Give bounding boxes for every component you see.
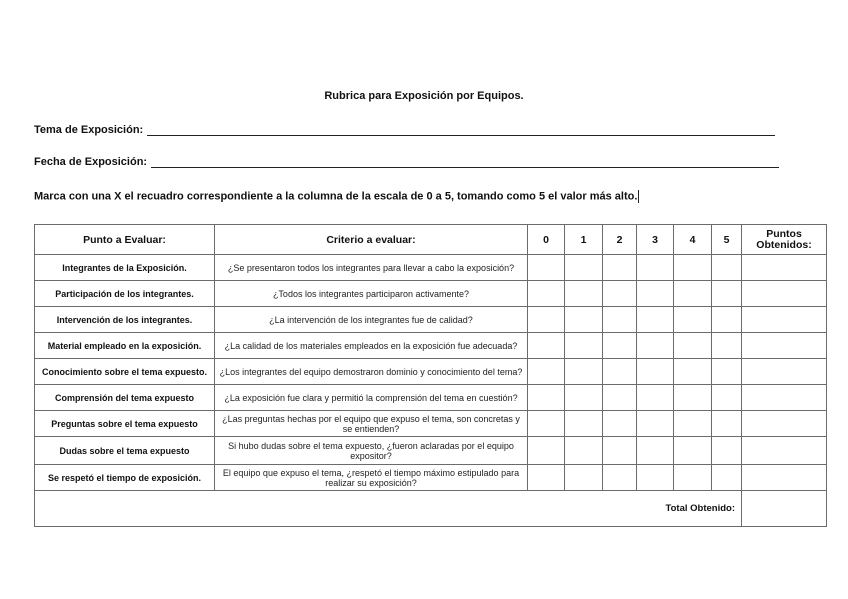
puntos-obtenidos-cell[interactable] bbox=[742, 411, 827, 437]
score-cell-0[interactable] bbox=[528, 385, 565, 411]
score-cell-3[interactable] bbox=[637, 465, 674, 491]
punto-cell: Integrantes de la Exposición. bbox=[35, 255, 215, 281]
header-punto: Punto a Evaluar: bbox=[35, 225, 215, 255]
header-scale-1: 1 bbox=[565, 225, 603, 255]
puntos-obtenidos-cell[interactable] bbox=[742, 437, 827, 465]
score-cell-3[interactable] bbox=[637, 359, 674, 385]
fecha-label: Fecha de Exposición: bbox=[34, 156, 148, 168]
criterio-cell: Si hubo dudas sobre el tema expuesto, ¿fueron aclaradas por el equipo expositor? bbox=[215, 437, 528, 465]
header-scale-3: 3 bbox=[637, 225, 674, 255]
score-cell-4[interactable] bbox=[674, 465, 712, 491]
header-row bbox=[35, 225, 827, 255]
score-cell-2[interactable] bbox=[603, 465, 637, 491]
rubric-row bbox=[35, 307, 827, 333]
score-cell-4[interactable] bbox=[674, 411, 712, 437]
score-cell-4[interactable] bbox=[674, 437, 712, 465]
score-cell-0[interactable] bbox=[528, 465, 565, 491]
text-cursor bbox=[638, 190, 639, 203]
score-cell-2[interactable] bbox=[603, 255, 637, 281]
score-cell-5[interactable] bbox=[712, 411, 742, 437]
tema-label: Tema de Exposición: bbox=[34, 124, 144, 136]
punto-cell: Participación de los integrantes. bbox=[35, 281, 215, 307]
score-cell-3[interactable] bbox=[637, 307, 674, 333]
score-cell-5[interactable] bbox=[712, 281, 742, 307]
rubric-row bbox=[35, 255, 827, 281]
punto-cell: Preguntas sobre el tema expuesto bbox=[35, 411, 215, 437]
punto-cell: Conocimiento sobre el tema expuesto. bbox=[35, 359, 215, 385]
puntos-obtenidos-cell[interactable] bbox=[742, 281, 827, 307]
score-cell-0[interactable] bbox=[528, 281, 565, 307]
score-cell-1[interactable] bbox=[565, 385, 603, 411]
fecha-field bbox=[34, 156, 779, 168]
score-cell-3[interactable] bbox=[637, 281, 674, 307]
rubric-row bbox=[35, 385, 827, 411]
score-cell-0[interactable] bbox=[528, 411, 565, 437]
score-cell-3[interactable] bbox=[637, 385, 674, 411]
score-cell-1[interactable] bbox=[565, 437, 603, 465]
score-cell-4[interactable] bbox=[674, 281, 712, 307]
score-cell-5[interactable] bbox=[712, 333, 742, 359]
punto-cell: Se respetó el tiempo de exposición. bbox=[35, 465, 215, 491]
rubric-table bbox=[34, 224, 827, 527]
score-cell-5[interactable] bbox=[712, 307, 742, 333]
header-scale-4: 4 bbox=[674, 225, 712, 255]
criterio-cell: El equipo que expuso el tema, ¿respetó el tiempo máximo estipulado para realizar su exposición? bbox=[215, 465, 528, 491]
puntos-obtenidos-cell[interactable] bbox=[742, 307, 827, 333]
score-cell-4[interactable] bbox=[674, 307, 712, 333]
score-cell-0[interactable] bbox=[528, 333, 565, 359]
punto-cell: Intervención de los integrantes. bbox=[35, 307, 215, 333]
score-cell-0[interactable] bbox=[528, 307, 565, 333]
punto-cell: Material empleado en la exposición. bbox=[35, 333, 215, 359]
rubric-row bbox=[35, 437, 827, 465]
score-cell-5[interactable] bbox=[712, 359, 742, 385]
punto-cell: Comprensión del tema expuesto bbox=[35, 385, 215, 411]
criterio-cell: ¿Los integrantes del equipo demostraron dominio y conocimiento del tema? bbox=[215, 359, 528, 385]
criterio-cell: ¿La intervención de los integrantes fue de calidad? bbox=[215, 307, 528, 333]
instructions-text: Marca con una X el recuadro correspondiente a la columna de la escala de 0 a 5, tomando como 5 el valor más alto. bbox=[34, 190, 638, 203]
header-puntos-obtenidos: Puntos Obtenidos: bbox=[742, 225, 827, 255]
document-title: Rubrica para Exposición por Equipos. bbox=[324, 90, 524, 102]
score-cell-1[interactable] bbox=[565, 307, 603, 333]
punto-cell: Dudas sobre el tema expuesto bbox=[35, 437, 215, 465]
tema-field bbox=[34, 124, 775, 136]
score-cell-2[interactable] bbox=[603, 307, 637, 333]
score-cell-2[interactable] bbox=[603, 281, 637, 307]
score-cell-1[interactable] bbox=[565, 255, 603, 281]
score-cell-2[interactable] bbox=[603, 437, 637, 465]
header-scale-5: 5 bbox=[712, 225, 742, 255]
score-cell-4[interactable] bbox=[674, 385, 712, 411]
rubric-row bbox=[35, 359, 827, 385]
score-cell-1[interactable] bbox=[565, 281, 603, 307]
puntos-obtenidos-cell[interactable] bbox=[742, 385, 827, 411]
criterio-cell: ¿Las preguntas hechas por el equipo que expuso el tema, son concretas y se entienden? bbox=[215, 411, 528, 437]
score-cell-1[interactable] bbox=[565, 411, 603, 437]
score-cell-5[interactable] bbox=[712, 437, 742, 465]
criterio-cell: ¿La exposición fue clara y permitió la comprensión del tema en cuestión? bbox=[215, 385, 528, 411]
criterio-cell: ¿Se presentaron todos los integrantes para llevar a cabo la exposición? bbox=[215, 255, 528, 281]
score-cell-3[interactable] bbox=[637, 411, 674, 437]
score-cell-3[interactable] bbox=[637, 437, 674, 465]
score-cell-2[interactable] bbox=[603, 333, 637, 359]
score-cell-4[interactable] bbox=[674, 333, 712, 359]
score-cell-3[interactable] bbox=[637, 255, 674, 281]
score-cell-5[interactable] bbox=[712, 385, 742, 411]
tema-blank-line[interactable] bbox=[147, 124, 775, 136]
score-cell-1[interactable] bbox=[565, 465, 603, 491]
score-cell-0[interactable] bbox=[528, 255, 565, 281]
instructions bbox=[34, 190, 639, 203]
header-scale-2: 2 bbox=[603, 225, 637, 255]
total-label: Total Obtenido: bbox=[35, 491, 742, 527]
score-cell-4[interactable] bbox=[674, 255, 712, 281]
rubric-row bbox=[35, 281, 827, 307]
criterio-cell: ¿Todos los integrantes participaron activamente? bbox=[215, 281, 528, 307]
puntos-obtenidos-cell[interactable] bbox=[742, 333, 827, 359]
score-cell-0[interactable] bbox=[528, 437, 565, 465]
rubric-row bbox=[35, 333, 827, 359]
puntos-obtenidos-cell[interactable] bbox=[742, 465, 827, 491]
puntos-obtenidos-cell[interactable] bbox=[742, 255, 827, 281]
header-criterio: Criterio a evaluar: bbox=[215, 225, 528, 255]
puntos-obtenidos-cell[interactable] bbox=[742, 359, 827, 385]
total-cell[interactable] bbox=[742, 491, 827, 527]
score-cell-2[interactable] bbox=[603, 411, 637, 437]
rubric-row bbox=[35, 465, 827, 491]
total-row bbox=[35, 491, 827, 527]
rubric-row bbox=[35, 411, 827, 437]
score-cell-3[interactable] bbox=[637, 333, 674, 359]
score-cell-1[interactable] bbox=[565, 333, 603, 359]
score-cell-0[interactable] bbox=[528, 359, 565, 385]
score-cell-1[interactable] bbox=[565, 359, 603, 385]
score-cell-5[interactable] bbox=[712, 465, 742, 491]
score-cell-4[interactable] bbox=[674, 359, 712, 385]
fecha-blank-line[interactable] bbox=[151, 156, 779, 168]
score-cell-2[interactable] bbox=[603, 385, 637, 411]
criterio-cell: ¿La calidad de los materiales empleados en la exposición fue adecuada? bbox=[215, 333, 528, 359]
score-cell-5[interactable] bbox=[712, 255, 742, 281]
header-scale-0: 0 bbox=[528, 225, 565, 255]
score-cell-2[interactable] bbox=[603, 359, 637, 385]
